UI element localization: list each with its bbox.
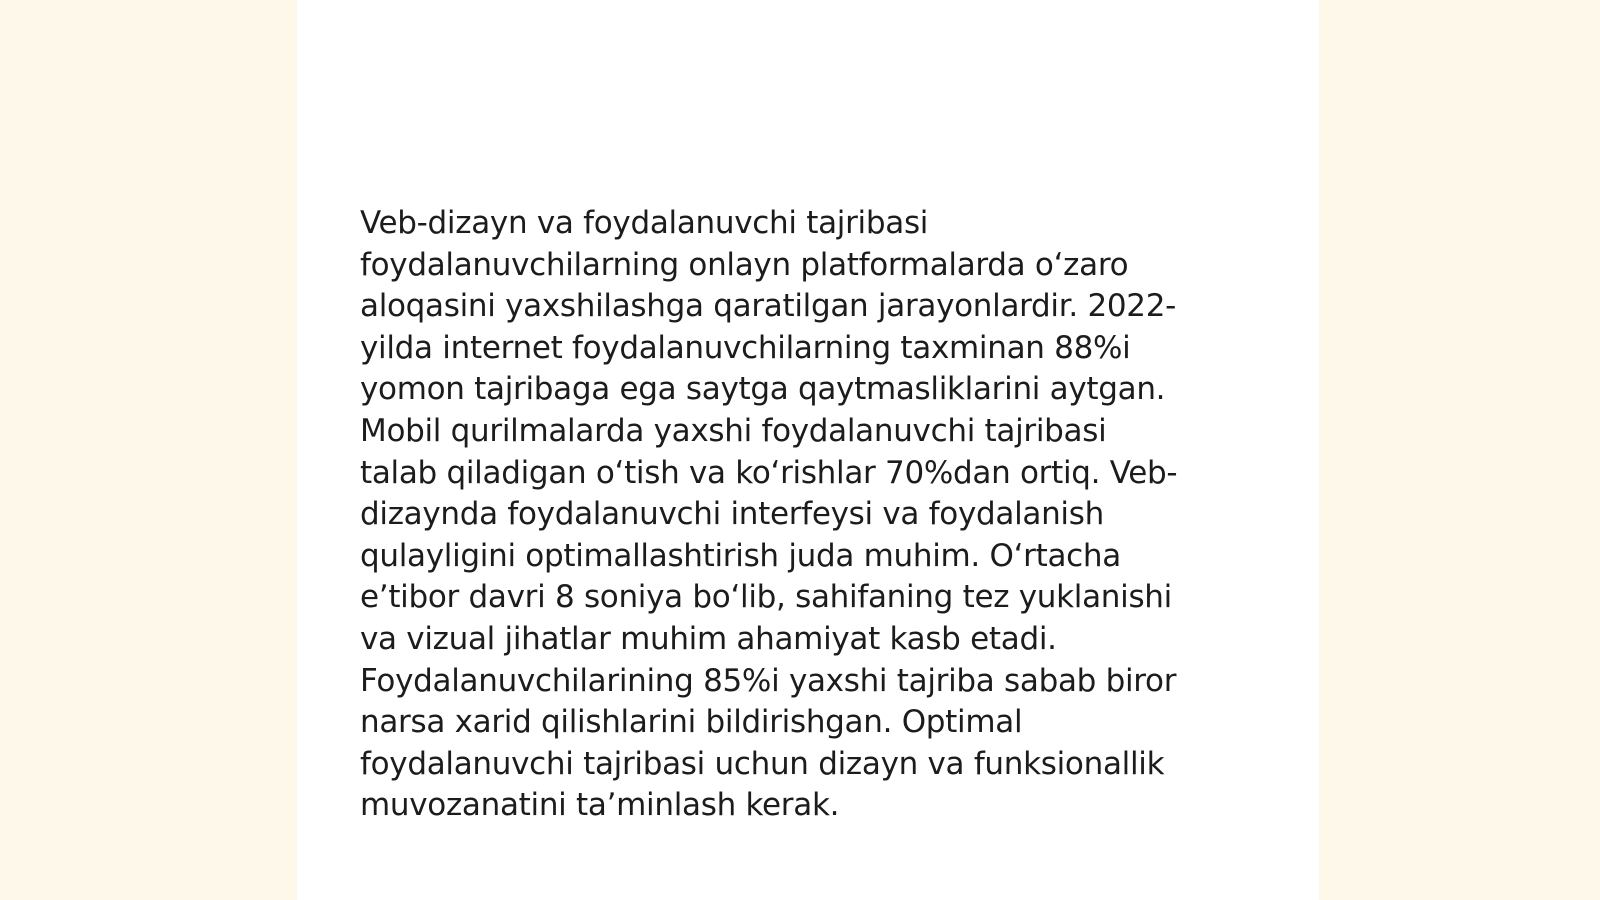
text-line: qulayligini optimallashtirish juda muhim. Oʻrtacha — [360, 537, 1121, 574]
text-line: foydalanuvchilarning onlayn platformalarda oʻzaro — [360, 246, 1129, 283]
text-line: eʼtibor davri 8 soniya boʻlib, sahifaning tez yuklanishi — [360, 579, 1172, 616]
text-line: va vizual jihatlar muhim ahamiyat kasb etadi. — [360, 620, 1057, 657]
document-page — [297, 0, 1319, 900]
text-line: yomon tajribaga ega saytga qaytmasliklarini aytgan. — [360, 371, 1166, 408]
text-line: Veb-dizayn va foydalanuvchi tajribasi — [360, 205, 929, 241]
text-line: Foydalanuvchilarining 85%i yaxshi tajriba sabab biror — [360, 662, 1177, 699]
text-line: talab qiladigan oʻtish va koʻrishlar 70%dan ortiq. Veb- — [360, 454, 1178, 491]
text-line: muvozanatini taʼminlash kerak. — [360, 787, 840, 824]
text-line: Mobil qurilmalarda yaxshi foydalanuvchi tajribasi — [360, 412, 1107, 449]
text-line: narsa xarid qilishlarini bildirishgan. Optimal — [360, 704, 1023, 741]
text-line: yilda internet foydalanuvchilarning taxminan 88%i — [360, 329, 1131, 366]
body-paragraph — [360, 203, 1240, 827]
text-line: foydalanuvchi tajribasi uchun dizayn va funksionallik — [360, 745, 1165, 782]
text-line: dizaynda foydalanuvchi interfeysi va foydalanish — [360, 496, 1104, 533]
text-line: aloqasini yaxshilashga qaratilgan jarayonlardir. 2022- — [360, 288, 1177, 325]
